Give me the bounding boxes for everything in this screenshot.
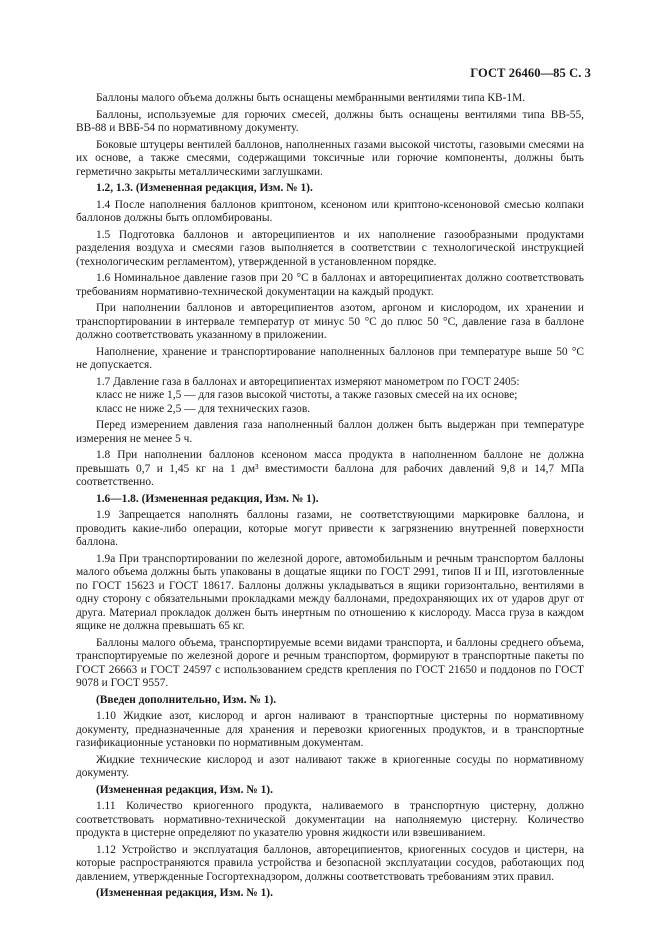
page-header: ГОСТ 26460—85 С. 3 (470, 66, 591, 80)
paragraph: 1.7 Давление газа в баллонах и автореципиентах измеряют манометром по ГОСТ 2405: (96, 375, 520, 388)
paragraph: 1.9а При транспортировании по железной дороге, автомобильным и речным транспортом баллоны малого объема должны быть упакованы в дощатые ящики по ГОСТ 2991, типов II и III, изготовленные по ГОСТ 15623 и ГОСТ 18617. Баллоны должны укладываться в ящики горизонтально, вентилями в одну сторону с обязательными прокладками между баллонами, предохраняющих их от ударов друг от друга. Материал прокладок должен быть инертным по отношению к кислороду. Масса груза в каждом ящике не должна превышать 65 кг. (76, 552, 584, 632)
paragraph: Баллоны малого объема, транспортируемые всеми видами транспорта, и баллоны среднего объема, транспортируемые по железной дороге и речным транспортом, формируют в транспортные пакеты по ГОСТ 26663 и ГОСТ 24597 с использованием средств крепления по ГОСТ 21650 и поддонов по ГОСТ 9078 и ГОСТ 9557. (76, 636, 584, 689)
paragraph: Наполнение, хранение и транспортирование наполненных баллонов при температуре выше 50 °С не допускается. (76, 345, 584, 371)
amendment-note: 1.6—1.8. (Измененная редакция, Изм. № 1). (96, 492, 319, 505)
list-item: класс не ниже 1,5 — для газов высокой чистоты, а также газовых смесей на их основе; (96, 389, 518, 401)
paragraph: Жидкие технические кислород и азот наливают также в криогенные сосуды по нормативному документу. (76, 753, 584, 779)
list-item: класс не ниже 2,5 — для технических газов. (96, 402, 311, 415)
paragraph: 1.5 Подготовка баллонов и автореципиентов и их наполнение газообразными продуктами разделения воздуха и смесями газов выполняется в соответствии с технологической инструкцией (технологическим регламентом), утвержденной в установленном порядке. (76, 228, 584, 268)
amendment-note: (Введен дополнительно, Изм. № 1). (96, 693, 277, 706)
amendment-note: (Измененная редакция, Изм. № 1). (96, 783, 273, 796)
paragraph: 1.9 Запрещается наполнять баллоны газами, не соответствующими маркировке баллона, и проводить какие-либо операции, которые могут привести к загрязнению внутренней поверхности баллона. (76, 509, 584, 548)
paragraph: Боковые штуцеры вентилей баллонов, наполненных газами высокой чистоты, газовыми смесями на их основе, а также смесями, содержащими токсичные или горючие компоненты, должны быть герметично закрыты металлическими заглушками. (76, 138, 584, 178)
amendment-note: (Измененная редакция, Изм. № 1). (96, 887, 273, 899)
amendment-note: 1.2, 1.3. (Измененная редакция, Изм. № 1). (96, 182, 313, 194)
paragraph: Перед измерением давления газа наполненный баллон должен быть выдержан при температуре измерения не менее 5 ч. (76, 419, 584, 445)
paragraph: 1.4 После наполнения баллонов криптоном, ксеноном или криптоно-ксеноновой смесью колпаки баллонов должны быть опломбированы. (76, 198, 584, 224)
paragraph: 1.10 Жидкие азот, кислород и аргон наливают в транспортные цистерны по нормативному документу, предназначенные для хранения и перевозки криогенных продуктов, и в транспортные газификационные установки по нормативным документам. (76, 710, 584, 749)
paragraph: Баллоны малого объема должны быть оснащены мембранными вентилями типа КВ-1М. (96, 92, 526, 104)
paragraph: 1.11 Количество криогенного продукта, наливаемого в транспортную цистерну, должно соответствовать нормативно-технической документации на наполняемую цистерну. Количество продукта в цистерне определяют по указателю уровня жидкости или взвешиванием. (76, 800, 584, 839)
paragraph: 1.12 Устройство и эксплуатация баллонов, автореципиентов, криогенных сосудов и цистерн, на которые распространяются правила устройства и безопасной эксплуатации сосудов, работающих под давлением, утвержденные Госгортехнадзором, должны соответствовать требованиям этих правил. (76, 843, 584, 883)
paragraph: При наполнении баллонов и автореципиентов азотом, аргоном и кислородом, их хранении и транспортировании в интервале температур от минус 50 °С до плюс 50 °С, давление газа в баллоне должно соответствовать указанному в приложении. (76, 302, 584, 341)
paragraph: Баллоны, используемые для горючих смесей, должны быть оснащены вентилями типа ВВ-55, ВВ-88 и ВВБ-54 по нормативному документу. (76, 108, 584, 134)
paragraph: 1.6 Номинальное давление газов при 20 °С в баллонах и автореципиентах должно соответствовать требованиям нормативно-технической документации на каждый продукт. (76, 272, 584, 298)
document-body (76, 92, 584, 904)
paragraph: 1.8 При наполнении баллонов ксеноном масса продукта в наполненном баллоне не должна превышать 0,7 и 1,45 кг на 1 дм³ вместимости баллона для рабочих давлений 9,8 и 14,7 МПа соответственно. (76, 449, 584, 488)
